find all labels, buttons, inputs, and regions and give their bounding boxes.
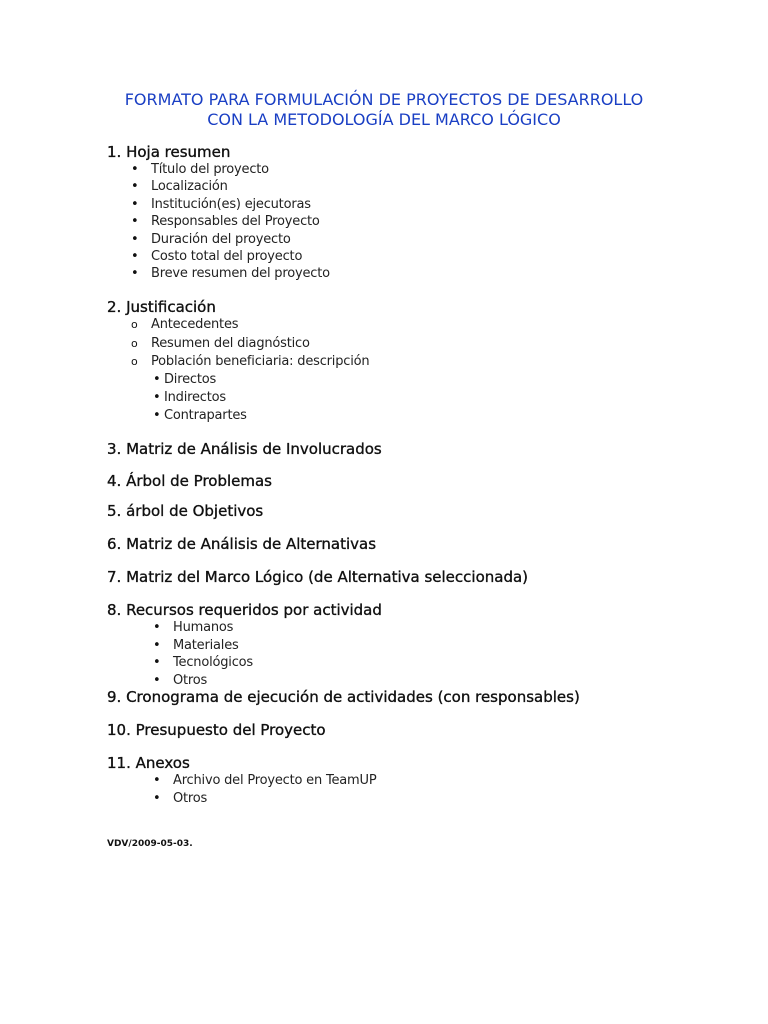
circle-bullet-icon: o <box>131 337 138 350</box>
bullet-icon: • <box>153 791 161 806</box>
bullet-icon: • <box>153 773 161 788</box>
list-item: Antecedentes <box>151 317 239 332</box>
section-heading-4: 4. Árbol de Problemas <box>107 472 272 490</box>
section-heading-3: 3. Matriz de Análisis de Involucrados <box>107 440 382 458</box>
list-item: Breve resumen del proyecto <box>151 266 330 281</box>
bullet-icon: • <box>131 214 139 229</box>
bullet-icon: • <box>153 408 161 423</box>
section-heading-1: 1. Hoja resumen <box>107 143 231 161</box>
section-heading-6: 6. Matriz de Análisis de Alternativas <box>107 535 377 553</box>
bullet-icon: • <box>131 179 139 194</box>
list-item: Institución(es) ejecutoras <box>151 197 311 212</box>
sub-list-item: Directos <box>164 372 217 387</box>
bullet-icon: • <box>131 266 139 281</box>
section-heading-10: 10. Presupuesto del Proyecto <box>107 721 326 739</box>
list-item: Tecnológicos <box>173 655 253 670</box>
list-item: Duración del proyecto <box>151 232 291 247</box>
bullet-icon: • <box>131 232 139 247</box>
bullet-icon: • <box>131 197 139 212</box>
circle-bullet-icon: o <box>131 318 138 331</box>
footer-reference: VDV/2009-05-03. <box>107 839 193 849</box>
section-heading-11: 11. Anexos <box>107 754 190 772</box>
list-item: Materiales <box>173 638 239 653</box>
list-item: Responsables del Proyecto <box>151 214 320 229</box>
section-heading-9: 9. Cronograma de ejecución de actividades (con responsables) <box>107 688 580 706</box>
section-heading-2: 2. Justificación <box>107 298 216 316</box>
bullet-icon: • <box>153 655 161 670</box>
bullet-icon: • <box>153 372 161 387</box>
title-line-1: FORMATO PARA FORMULACIÓN DE PROYECTOS DE DESARROLLO <box>124 90 644 109</box>
section-heading-7: 7. Matriz del Marco Lógico (de Alternativa seleccionada) <box>107 568 529 586</box>
list-item: Título del proyecto <box>151 162 269 177</box>
section-heading-5: 5. árbol de Objetivos <box>107 502 264 520</box>
bullet-icon: • <box>131 162 139 177</box>
list-item: Otros <box>173 791 208 806</box>
title-line-2: CON LA METODOLOGÍA DEL MARCO LÓGICO <box>207 110 561 129</box>
list-item: Costo total del proyecto <box>151 249 303 264</box>
bullet-icon: • <box>153 390 161 405</box>
list-item: Archivo del Proyecto en TeamUP <box>173 773 377 788</box>
bullet-icon: • <box>153 673 161 688</box>
list-item: Resumen del diagnóstico <box>151 336 310 351</box>
list-item: Población beneficiaria: descripción <box>151 354 370 369</box>
bullet-icon: • <box>153 620 161 635</box>
sub-list-item: Contrapartes <box>164 408 247 423</box>
document-title <box>0 90 768 130</box>
circle-bullet-icon: o <box>131 355 138 368</box>
sub-list-item: Indirectos <box>164 390 226 405</box>
list-item: Humanos <box>173 620 234 635</box>
list-item: Localización <box>151 179 228 194</box>
bullet-icon: • <box>153 638 161 653</box>
section-heading-8: 8. Recursos requeridos por actividad <box>107 601 382 619</box>
bullet-icon: • <box>131 249 139 264</box>
list-item: Otros <box>173 673 208 688</box>
